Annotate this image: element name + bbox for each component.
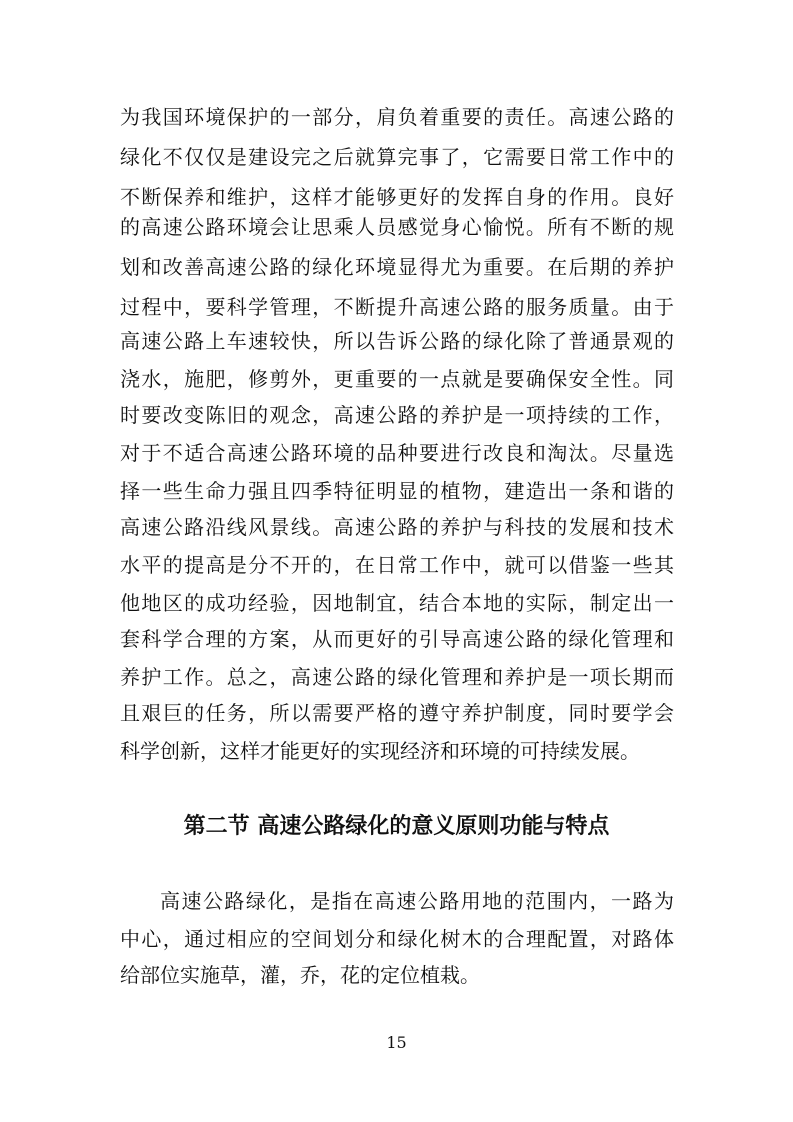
paragraph-line: 水平的提高是分不开的，在日常工作中，就可以借鉴一些其 <box>120 553 674 577</box>
paragraph-line-indented: 高速公路绿化，是指在高速公路用地的范围内，一路为 <box>160 889 674 913</box>
section-heading: 第二节 高速公路绿化的意义原则功能与特点 <box>183 814 610 839</box>
paragraph-line: 高速公路上车速较快，所以告诉公路的绿化除了普通景观的 <box>120 329 674 353</box>
paragraph-line: 高速公路沿线风景线。高速公路的养护与科技的发展和技术 <box>120 515 674 539</box>
page-number: 15 <box>386 1033 407 1052</box>
paragraph-line: 的高速公路环境会让思乘人员感觉身心愉悦。所有不断的规 <box>120 215 674 239</box>
paragraph-line: 不断保养和维护，这样才能够更好的发挥自身的作用。良好 <box>120 185 674 209</box>
paragraph-line: 浇水，施肥，修剪外，更重要的一点就是要确保安全性。同 <box>120 367 674 391</box>
paragraph-line: 对于不适合高速公路环境的品种要进行改良和淘汰。尽量选 <box>120 441 674 465</box>
paragraph-line: 中心，通过相应的空间划分和绿化树木的合理配置，对路体 <box>120 927 674 951</box>
paragraph-line: 养护工作。总之，高速公路的绿化管理和养护是一项长期而 <box>120 665 674 689</box>
paragraph-line: 划和改善高速公路的绿化环境显得尤为重要。在后期的养护 <box>120 255 674 279</box>
paragraph-line-last: 科学创新，这样才能更好的实现经济和环境的可持续发展。 <box>120 739 640 763</box>
paragraph-line: 择一些生命力强且四季特征明显的植物，建造出一条和谐的 <box>120 479 674 503</box>
paragraph-line: 过程中，要科学管理，不断提升高速公路的服务质量。由于 <box>120 295 674 319</box>
paragraph-line: 他地区的成功经验，因地制宜，结合本地的实际，制定出一 <box>120 591 674 615</box>
paragraph-line: 时要改变陈旧的观念，高速公路的养护是一项持续的工作， <box>120 403 674 427</box>
paragraph-line: 绿化不仅仅是建设完之后就算完事了，它需要日常工作中的 <box>120 145 674 169</box>
paragraph-line: 且艰巨的任务，所以需要严格的遵守养护制度，同时要学会 <box>120 701 674 725</box>
paragraph-line-last: 给部位实施草，灌，乔，花的定位植栽。 <box>120 963 480 987</box>
paragraph-line: 套科学合理的方案，从而更好的引导高速公路的绿化管理和 <box>120 627 674 651</box>
paragraph-line: 为我国环境保护的一部分，肩负着重要的责任。高速公路的 <box>120 105 674 129</box>
